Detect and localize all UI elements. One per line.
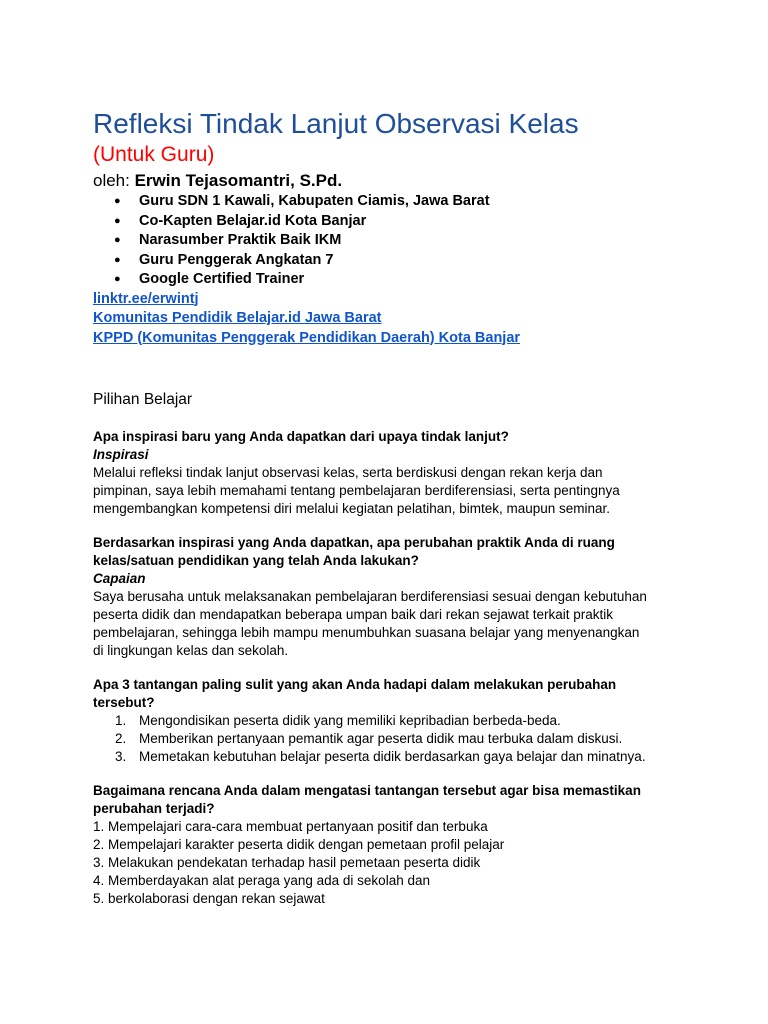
byline-prefix: oleh: xyxy=(93,171,135,190)
question-text: perubahan terjadi? xyxy=(93,801,215,816)
answer-line: Saya berusaha untuk melaksanakan pembelajaran berdiferensiasi sesuai dengan kebutuhan xyxy=(93,589,647,604)
question-block-2 xyxy=(93,534,728,660)
question-block-4 xyxy=(93,782,728,908)
question-text: tersebut? xyxy=(93,695,155,710)
answer-line: di lingkungan kelas dan sekolah. xyxy=(93,643,289,658)
credentials-list xyxy=(93,192,728,290)
plan-line: 3. Melakukan pendekatan terhadap hasil pemetaan peserta didik xyxy=(93,855,481,870)
list-number: 3. xyxy=(115,749,127,764)
list-text: Memberikan pertanyaan pemantik agar peserta didik mau terbuka dalam diskusi. xyxy=(139,731,623,746)
list-number: 2. xyxy=(115,731,127,746)
answer-line: pembelajaran, sehingga lebih mampu menumbuhkan suasana belajar yang menyenangkan xyxy=(93,625,640,640)
section-title: Pilihan Belajar xyxy=(93,391,193,408)
list-number: 1. xyxy=(115,713,127,728)
list-text: Memetakan kebutuhan belajar peserta didik berdasarkan gaya belajar dan minatnya. xyxy=(139,749,646,764)
question-text: kelas/satuan pendidikan yang telah Anda lakukan? xyxy=(93,553,419,568)
linktree-link[interactable]: linktr.ee/erwintj xyxy=(93,290,199,307)
author-name: Erwin Tejasomantri, S.Pd. xyxy=(134,171,343,190)
list-item xyxy=(115,730,728,748)
links-group xyxy=(93,290,728,349)
credential-item: ● Guru SDN 1 Kawali, Kabupaten Ciamis, Jawa Barat xyxy=(139,192,728,212)
plan-line: 5. berkolaborasi dengan rekan sejawat xyxy=(93,891,325,906)
plan-line: 4. Memberdayakan alat peraga yang ada di sekolah dan xyxy=(93,873,430,888)
credential-item: ● Google Certified Trainer xyxy=(139,270,728,290)
byline xyxy=(93,170,728,192)
answer-line: Melalui refleksi tindak lanjut observasi kelas, serta berdiskusi dengan rekan kerja dan xyxy=(93,465,603,480)
answer-label: Capaian xyxy=(93,571,146,586)
plan-line: 1. Mempelajari cara-cara membuat pertanyaan positif dan terbuka xyxy=(93,819,488,834)
list-text: Mengondisikan peserta didik yang memiliki kepribadian berbeda-beda. xyxy=(139,713,561,728)
list-item xyxy=(115,712,728,730)
document-title: Refleksi Tindak Lanjut Observasi Kelas xyxy=(93,108,579,139)
question-text: Apa 3 tantangan paling sulit yang akan Anda hadapi dalam melakukan perubahan xyxy=(93,677,617,692)
answer-line: mengembangkan kompetensi diri melalui kegiatan pelatihan, bimtek, maupun seminar. xyxy=(93,501,611,516)
kppd-link[interactable]: KPPD (Komunitas Penggerak Pendidikan Daerah) Kota Banjar xyxy=(93,329,521,346)
list-item xyxy=(115,748,728,766)
credential-item: ● Co-Kapten Belajar.id Kota Banjar xyxy=(139,212,728,232)
question-text: Apa inspirasi baru yang Anda dapatkan dari upaya tindak lanjut? xyxy=(93,429,509,444)
question-block-3 xyxy=(93,676,728,766)
challenges-list xyxy=(93,712,728,766)
community-link[interactable]: Komunitas Pendidik Belajar.id Jawa Barat xyxy=(93,310,382,326)
answer-label: Inspirasi xyxy=(93,447,149,462)
plan-line: 2. Mempelajari karakter peserta didik dengan pemetaan profil pelajar xyxy=(93,837,505,852)
question-block-1 xyxy=(93,428,728,518)
question-text: Berdasarkan inspirasi yang Anda dapatkan, apa perubahan praktik Anda di ruang xyxy=(93,535,615,550)
credential-item: ● Guru Penggerak Angkatan 7 xyxy=(139,251,728,271)
answer-line: peserta didik dan mendapatkan beberapa umpan baik dari rekan sejawat terkait praktik xyxy=(93,607,614,622)
question-text: Bagaimana rencana Anda dalam mengatasi tantangan tersebut agar bisa memastikan xyxy=(93,783,641,798)
credential-item: ● Narasumber Praktik Baik IKM xyxy=(139,231,728,251)
document-subtitle: (Untuk Guru) xyxy=(93,143,215,166)
answer-line: pimpinan, saya lebih memahami tentang pembelajaran berdiferensiasi, serta pentingnya xyxy=(93,483,620,498)
